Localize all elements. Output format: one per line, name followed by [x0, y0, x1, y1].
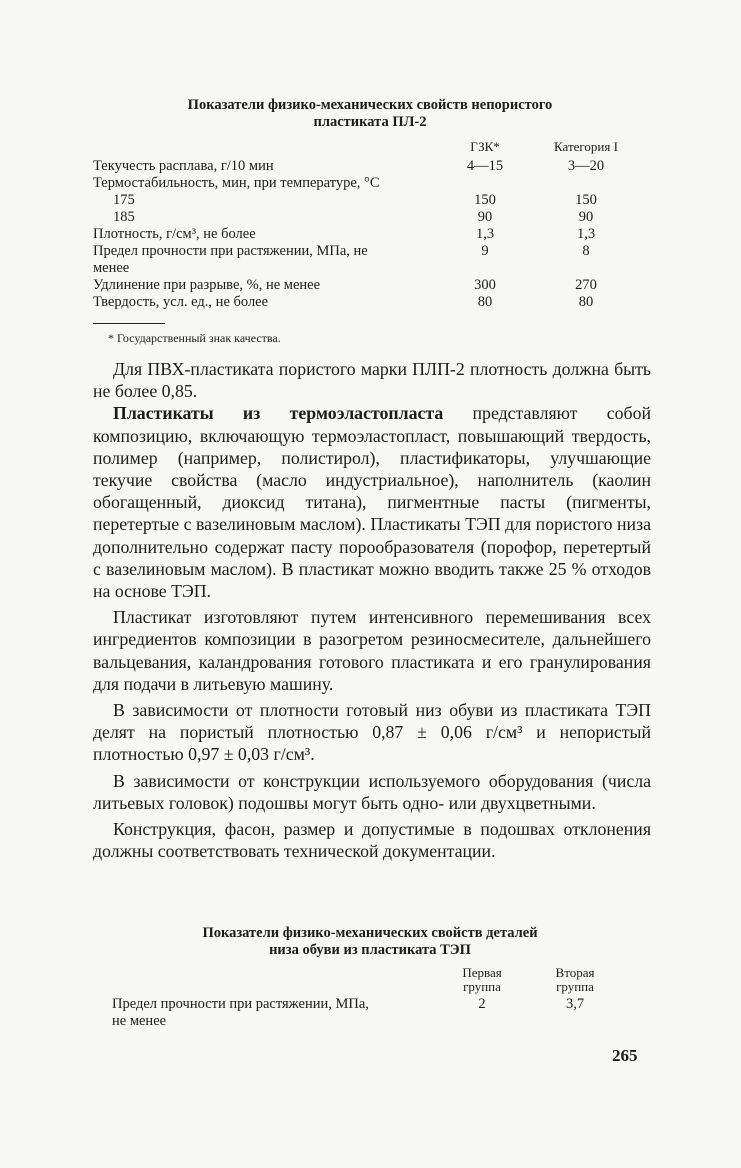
row-label: Текучесть расплава, г/10 мин [93, 158, 274, 174]
table1-caption [90, 97, 650, 131]
table-row [93, 260, 653, 277]
row-value-gzk: 300 [474, 277, 496, 293]
row-value-group2: 3,7 [565, 996, 585, 1012]
paragraph-2-text: представляют собой композицию, включающую термоэластопласт, повышающий твердость, полимер (например, полистирол), пластификаторы, улучшающие текучие свойства (масло индустриальное), наполнитель (каолин обогащенный, диоксид титана), пигментные пасты (пигменты, перетертые с вазелиновым маслом). Пластикаты ТЭП для пористого низа дополнительно содержат пасту порообразователя (порофор, перетертый с вазелиновым маслом). В пластикат можно вводить также 25 % отходов на основе ТЭП. [93, 403, 652, 602]
table1-col1-header: ГЗК* [470, 139, 500, 154]
row-value-cat1: 1,3 [576, 226, 596, 242]
table2-col2-header-line1: Вторая [555, 965, 595, 980]
row-label: Твердость, усл. ед., не более [93, 294, 269, 310]
table2 [112, 966, 652, 1030]
row-value-gzk: 90 [477, 209, 493, 225]
row-label: не менее [112, 1013, 167, 1029]
paragraph-2-term: Пластикаты из термоэластопласта [113, 403, 444, 424]
table1-caption-line2: пластиката ПЛ-2 [313, 114, 427, 130]
row-value-gzk: 9 [481, 243, 489, 259]
row-value-cat1: 90 [578, 209, 594, 225]
table1-col2-header: Категория I [554, 139, 618, 154]
table-row [93, 294, 653, 311]
table1 [93, 138, 653, 311]
footnote-divider [93, 323, 165, 324]
row-value-cat1: 150 [575, 192, 597, 208]
row-label: менее [93, 260, 130, 276]
row-value-cat1: 80 [578, 294, 594, 310]
table-row [93, 226, 653, 243]
table2-caption-line2: низа обуви из пластиката ТЭП [269, 942, 471, 958]
row-label: Предел прочности при растяжении, МПа, [112, 996, 369, 1012]
table-row [93, 175, 653, 192]
paragraph-6: Конструкция, фасон, размер и допустимые в подошвах отклонения должны соответствовать технической документации. [93, 819, 651, 862]
paragraph-4: В зависимости от плотности готовый низ обуви из пластиката ТЭП делят на пористый плотностью 0,87 ± 0,06 г/см³ и непористый плотностью 0,97 ± 0,03 г/см³. [93, 700, 651, 765]
row-value-gzk: 80 [477, 294, 493, 310]
table-row [93, 209, 653, 226]
table-row [93, 277, 653, 294]
table1-footnote: * Государственный знак качества. [108, 331, 281, 345]
table2-col1-header-line1: Первая [462, 965, 502, 980]
row-label: Предел прочности при растяжении, МПа, не [93, 243, 368, 259]
table2-col1-header-line2: группа [463, 979, 501, 994]
row-label: 175 [113, 192, 135, 208]
table2-col2-header [530, 966, 620, 994]
table2-col2-header-line2: группа [556, 979, 594, 994]
table2-col1-header [448, 966, 516, 994]
row-value-group1: 2 [478, 996, 486, 1012]
table-row [93, 158, 653, 175]
table-row [93, 192, 653, 209]
paragraph-2 [93, 402, 651, 602]
row-value-gzk: 1,3 [475, 226, 495, 242]
paragraph-5: В зависимости от конструкции используемого оборудования (числа литьевых головок) подошвы могут быть одно- или двухцветными. [93, 770, 651, 813]
row-label: Термостабильность, мин, при температуре, °С [93, 175, 380, 191]
table1-header [93, 138, 653, 158]
row-value-cat1: 8 [582, 243, 590, 259]
table-row [93, 243, 653, 260]
row-value-gzk: 150 [474, 192, 496, 208]
row-value-cat1: 270 [575, 277, 597, 293]
table1-caption-line1: Показатели физико-механических свойств непористого [187, 97, 553, 113]
row-label: Удлинение при разрыве, %, не менее [93, 277, 321, 293]
paragraph-3: Пластикат изготовляют путем интенсивного перемешивания всех ингредиентов композиции в разогретом резиносмесителе, дальнейшего вальцевания, каландрования готового пластиката и его гранулирования для подачи в литьевую машину. [93, 607, 651, 694]
page-number: 265 [612, 1046, 638, 1065]
table-row [112, 1013, 652, 1030]
row-label: 185 [113, 209, 135, 225]
paragraph-1: Для ПВХ-пластиката пористого марки ПЛП-2 плотность должна быть не более 0,85. [93, 359, 651, 402]
row-value-cat1: 3—20 [567, 158, 605, 174]
body-text [93, 358, 651, 862]
table2-caption-line1: Показатели физико-механических свойств деталей [202, 925, 538, 941]
table2-header [112, 966, 652, 996]
table-row [112, 996, 652, 1013]
row-value-gzk: 4—15 [466, 158, 504, 174]
table2-caption [90, 925, 650, 959]
row-label: Плотность, г/см³, не более [93, 226, 256, 242]
